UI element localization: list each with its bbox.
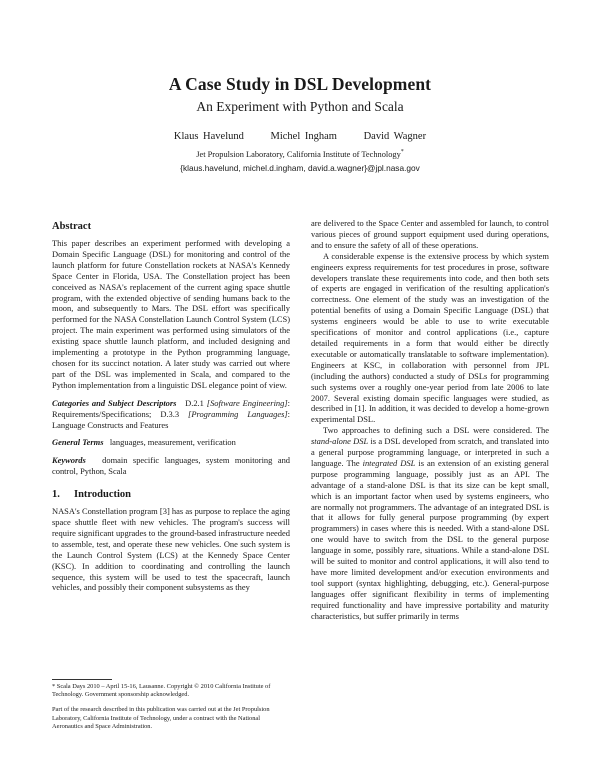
category-code: D.2.1 — [185, 397, 204, 408]
affiliation — [0, 149, 600, 159]
category-name: [Programming Languages] — [188, 408, 288, 419]
text-run: Two approaches to defining such a DSL were considered. The — [323, 425, 549, 436]
left-column — [52, 220, 290, 593]
section-title: Introduction — [74, 489, 131, 501]
affiliation-mark: * — [400, 149, 404, 155]
general-terms-text: languages, measurement, verification — [109, 437, 236, 448]
body-paragraph: A considerable expense is the extensive process by which system engineers express requirements for test procedures in prose, software developers translate these requirements into code, and then both sets of experts are engaged in verification of the resulting application's correctness. One element of the study was an investigation of the potential benefits of using a Domain Specific Language (DSL) that systems engineers would be able to use to write executable specifications of monitor and control applications (i.e., capture detailed requirements in a form that would either be directly executable or automatically translatable to software implementation). Engineers at KSC, in collaboration with personnel from JPL (including the authors) conducted a study of DSLs for programming such systems over a roughly one-year period from late 2006 to late 2007. Several existing domain specific languages were studied, as described in [1]. In addition, it was decided to develop a home-grown experimental DSL. — [311, 250, 549, 425]
author-emails: {klaus.havelund, michel.d.ingham, david.a.wagner}@jpl.nasa.gov — [180, 163, 420, 173]
footnotes — [52, 683, 290, 731]
author-name: Klaus Havelund — [173, 131, 244, 142]
text-run: is a DSL developed from scratch, and translated into a general purpose programming language, or interpreted in such a language. The — [311, 436, 549, 468]
body-paragraph: are delivered to the Space Center and assembled for launch, to control various pieces of ground support equipment used during operations, and to ensure the safety of all of these operations. — [311, 218, 549, 250]
footnote: * Scala Days 2010 – April 15-16, Lausanne. Copyright © 2010 California Institute of Technology. Government sponsorship acknowledged. — [52, 683, 271, 699]
category-text: : Requirements/Specifications; — [52, 397, 290, 419]
affiliation-text: Jet Propulsion Laboratory, California Institute of Technology — [196, 149, 401, 159]
footnote: Part of the research described in this publication was carried out at the Jet Propulsion Laboratory, California Institute of Technology, under a contract with the National Aeronautics and Space Administration. — [52, 706, 270, 730]
keywords-block — [52, 455, 290, 477]
categories-heading: Categories and Subject Descriptors — [52, 397, 177, 408]
keywords-text: domain specific languages, system monitoring and control, Python, Scala — [52, 455, 291, 477]
keywords-heading: Keywords — [52, 455, 86, 466]
footnote-rule — [52, 679, 112, 680]
abstract-heading: Abstract — [52, 221, 92, 232]
text-run: is an extension of an existing general purpose programming language, possibly just as an API. The advantage of a stand-alone DSL is that its size can be kept small, which is an important factor when used by systems engineers, who are normally not programmers. The advantage of an integrated DSL is that it allows for fully general purpose programming (by expert programmers) in cases where this is needed. With a stand-alone DSL one would have to switch from the DSL to the general purpose language in some, possibly rare, situations. While a stand-alone DSL will be suited to monitor and control applications, it will also tend to have more limited development and/or execution environments and tool support (syntax highlighting, debugging, etc.). General-purpose languages offer significant flexibility in terms of implementing required functionality and have impressive portability and maturity characteristics, but suffer primarily in terms — [311, 457, 549, 621]
section-number: 1. — [52, 489, 60, 501]
general-terms-heading: General Terms — [52, 437, 104, 448]
paper-title: A Case Study in DSL Development — [168, 74, 432, 94]
categories-block — [52, 398, 290, 431]
category-text: : Language Constructs and Features — [52, 408, 291, 430]
right-column — [311, 218, 549, 622]
introduction-body: NASA's Constellation program [3] has as purpose to replace the aging space shuttle fleet with new vehicles. The program's success will require significant upgrades to the ground-based infrastructure needed to assemble, test, and operate these new vehicles. One such system is the Launch Control System (LCS) at the Kennedy Space Center (KSC). In addition to coordinating and controlling the launch sequence, this system will be used to test the spacecraft, launch vehicles, and possibly their component subsystems as they — [52, 506, 290, 593]
paper-subtitle: An Experiment with Python and Scala — [196, 99, 404, 114]
author-name: Michel Ingham — [270, 131, 337, 142]
introduction-heading — [52, 488, 290, 501]
emphasis: integrated DSL — [362, 457, 416, 468]
author-name: David Wagner — [363, 131, 427, 142]
category-code: D.3.3 — [160, 408, 180, 419]
abstract-body: This paper describes an experiment performed with developing a Domain Specific Language (DSL) for monitoring and control of the launch platform for future Constellation rockets at NASA's Kennedy Space Center in Florida, USA. The Constellation project has been conceived as NASA's replacement of the current aging space shuttle program, with the extended objective of sending humans back to the moon, and subsequently to Mars. The DSL effort was specifically performed for the NASA Constellation Launch Control System (LCS) project. The main experiment was performed using simulators of the existing space shuttle launch platform, and included designing and implementing a prototype in the Python programming language, chosen for its succinct notation. A later study was carried out where part of the DSL was implemented in Scala, and compared to the Python implementation from a linguistic DSL elegance point of view. — [52, 238, 290, 390]
author-list — [0, 131, 600, 142]
general-terms-block — [52, 437, 290, 448]
category-name: [Software Engineering] — [206, 397, 288, 408]
emphasis: stand-alone DSL — [311, 436, 369, 447]
body-paragraph — [311, 425, 549, 621]
